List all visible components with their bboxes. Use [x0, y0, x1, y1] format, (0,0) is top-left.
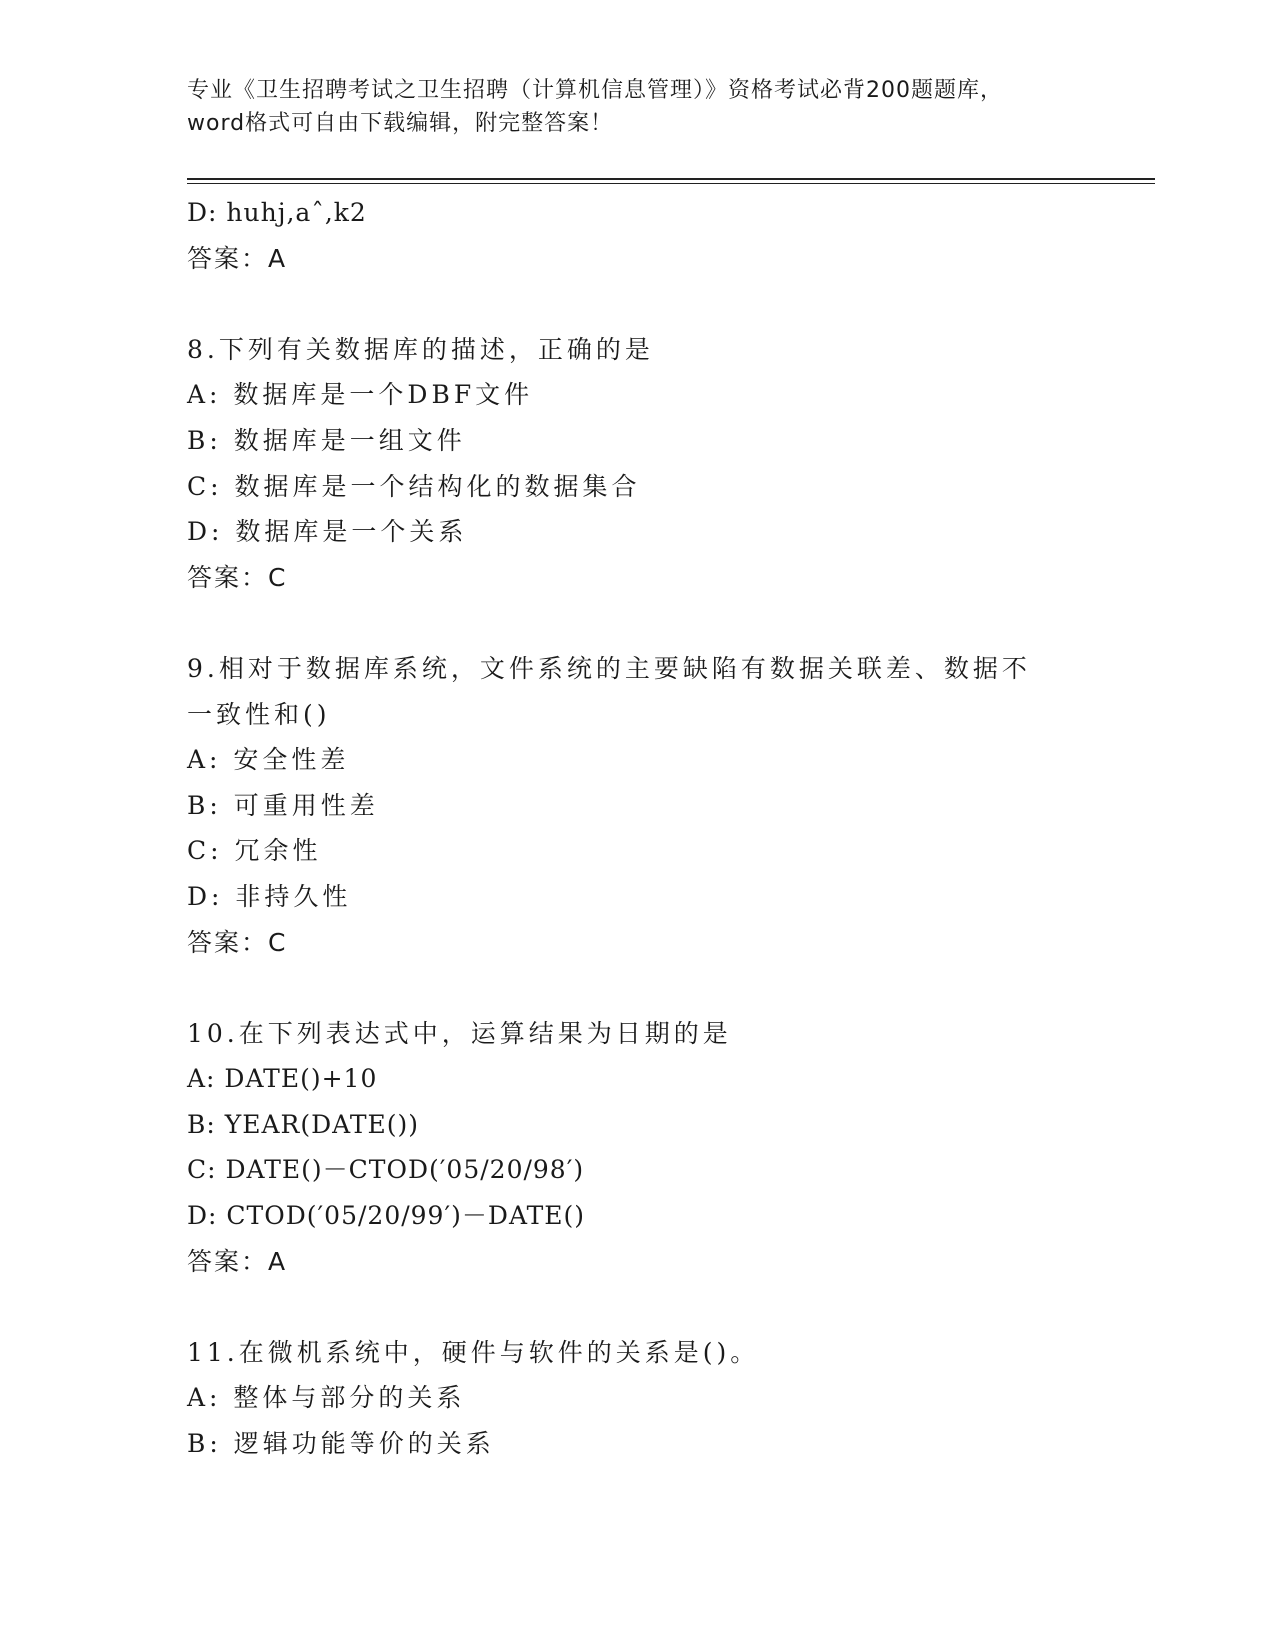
q9-answer: 答案：C — [187, 927, 288, 957]
spacer — [187, 1284, 1107, 1330]
q8-option-a: A: 数据库是一个DBF文件 — [187, 380, 534, 410]
q10-option-a: A: DATE()+10 — [187, 1064, 378, 1094]
q10-answer: 答案：A — [187, 1246, 288, 1276]
q8-answer: 答案：C — [187, 562, 288, 592]
q9-option-d: D: 非持久性 — [187, 881, 352, 911]
q9-option-c: C: 冗余性 — [187, 836, 322, 866]
q11-option-a: A: 整体与部分的关系 — [187, 1383, 466, 1413]
header-divider — [187, 178, 1155, 184]
q8-option-d: D: 数据库是一个关系 — [187, 517, 468, 547]
q10-option-c: C: DATE()－CTOD(′05/20/98′) — [187, 1155, 585, 1185]
spacer — [187, 600, 1107, 646]
document-body — [187, 190, 1107, 1467]
spacer — [187, 281, 1107, 327]
question-8: 8.下列有关数据库的描述，正确的是 — [187, 334, 654, 364]
question-10: 10.在下列表达式中，运算结果为日期的是 — [187, 1018, 732, 1048]
prev-answer: 答案：A — [187, 243, 288, 273]
q10-option-d: D: CTOD(′05/20/99′)－DATE() — [187, 1201, 586, 1231]
q9-option-b: B: 可重用性差 — [187, 790, 379, 820]
document-header — [187, 74, 1087, 140]
header-title-line-2: word格式可自由下载编辑，附完整答案！ — [187, 111, 614, 136]
q9-option-a: A: 安全性差 — [187, 745, 350, 775]
question-11: 11.在微机系统中，硬件与软件的关系是()。 — [187, 1337, 760, 1367]
header-title-line-1: 专业《卫生招聘考试之卫生招聘（计算机信息管理）》资格考试必背200题题库， — [187, 78, 1003, 103]
prev-option-d: D: huhj,aˆ,k2 — [187, 198, 367, 227]
q8-option-b: B: 数据库是一组文件 — [187, 425, 466, 455]
q11-option-b: B: 逻辑功能等价的关系 — [187, 1429, 495, 1459]
q10-option-b: B: YEAR(DATE()) — [187, 1109, 420, 1139]
q8-option-c: C: 数据库是一个结构化的数据集合 — [187, 471, 641, 501]
question-9: 9.相对于数据库系统，文件系统的主要缺陷有数据关联差、数据不一致性和() — [187, 653, 1031, 729]
spacer — [187, 965, 1107, 1011]
